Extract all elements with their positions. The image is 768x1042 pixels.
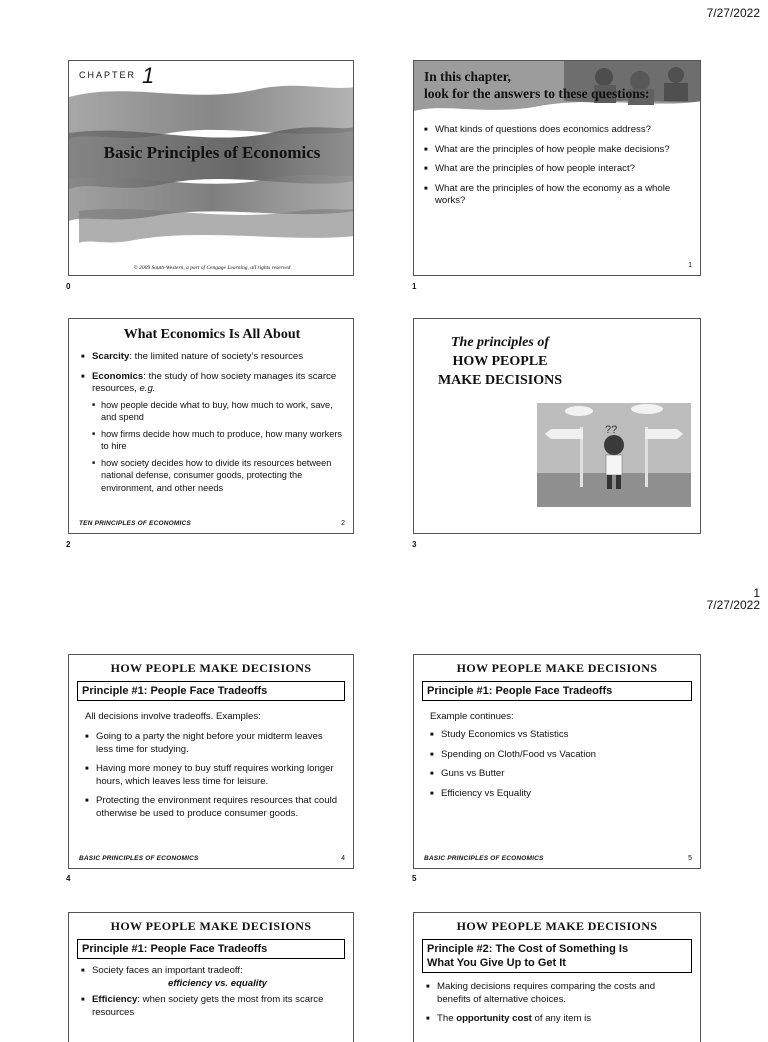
list-item: ■ Protecting the environment requires resources that could otherwise be used to produce consumer goods. — [85, 795, 339, 820]
slide-header: HOW PEOPLE MAKE DECISIONS — [456, 661, 658, 675]
principle-box: Principle #1: People Face Tradeoffs — [77, 939, 345, 959]
page-count: 1 — [753, 586, 760, 600]
slide-caption-4: 4 — [66, 874, 71, 883]
list-item: ■ Guns vs Butter — [430, 768, 684, 781]
list-item — [81, 965, 343, 990]
question-list — [424, 124, 692, 215]
slide-caption-2: 2 — [66, 540, 71, 549]
list-item: ■ Going to a party the night before your midterm leaves less time for studying. — [85, 731, 339, 756]
tradeoff-list — [81, 965, 343, 1026]
list-item — [81, 371, 343, 495]
principle-line-1: Principle #2: The Cost of Something Is — [427, 943, 629, 955]
efficiency-definition: : when society gets the most from its scarce resources — [92, 994, 324, 1018]
list-item: ■ Making decisions requires comparing the costs and benefits of alternative choices. — [426, 981, 690, 1006]
slide-title: Basic Principles of Economics — [103, 143, 321, 162]
efficiency-term: Efficiency — [92, 994, 138, 1005]
chapter-number: 1 — [142, 63, 155, 88]
slide-0-title — [68, 60, 354, 276]
list-item: ■ Spending on Cloth/Food vs Vacation — [430, 749, 684, 762]
slide-header: HOW PEOPLE MAKE DECISIONS — [110, 661, 312, 675]
list-item: ■ What are the principles of how people interact? — [424, 163, 692, 176]
slide-page-number: 4 — [341, 855, 345, 862]
principle-box: Principle #1: People Face Tradeoffs — [77, 681, 345, 701]
copyright: © 2009 South-Western, a part of Cengage Learning, all rights reserved — [133, 265, 291, 271]
scarcity-definition: : the limited nature of society’s resources — [129, 351, 304, 362]
slide-caption-1: 1 — [412, 282, 417, 291]
section-line-3: MAKE DECISIONS — [437, 373, 563, 388]
chapter-label: CHAPTER — [79, 70, 137, 80]
slide-header: HOW PEOPLE MAKE DECISIONS — [110, 919, 312, 933]
principle-line-2: What You Give Up to Get It — [427, 957, 566, 969]
list-item: ■ What kinds of questions does economics address? — [424, 124, 692, 137]
list-item: ■ Study Economics vs Statistics — [430, 729, 684, 742]
scarcity-term: Scarcity — [92, 351, 130, 362]
economics-term: Economics — [92, 370, 144, 382]
section-heading — [414, 333, 586, 390]
tradeoff-text: Society faces an important tradeoff: — [92, 965, 243, 976]
principle-box — [422, 939, 692, 973]
eg-text: e.g. — [139, 383, 156, 394]
opportunity-cost-term: opportunity cost — [456, 1013, 532, 1024]
principle-box: Principle #1: People Face Tradeoffs — [422, 681, 692, 701]
slide-footer: BASIC PRINCIPLES OF ECONOMICS — [424, 855, 544, 862]
slide-caption-3: 3 — [412, 540, 417, 549]
list-item — [81, 351, 343, 364]
slide-title: What Economics Is All About — [123, 327, 301, 342]
intro-text: All decisions involve tradeoffs. Examples: — [85, 711, 261, 722]
tradeoff-emphasis: efficiency vs. equality — [167, 977, 267, 989]
slide-1-chapter-questions — [413, 60, 701, 276]
slide-7-opportunity-cost — [413, 912, 701, 1042]
list-item: ■ Efficiency vs Equality — [430, 788, 684, 801]
section-line-2: HOW PEOPLE — [452, 354, 548, 369]
slide-4-tradeoffs — [68, 654, 354, 869]
sub-list-item: ■ how people decide what to buy, how much to work, save, and spend — [92, 399, 343, 424]
ink-wash-background — [69, 61, 354, 276]
page-date: 7/27/2022 — [706, 6, 760, 20]
slide-footer: BASIC PRINCIPLES OF ECONOMICS — [79, 855, 199, 862]
list-item: ■ What are the principles of how people make decisions? — [424, 144, 692, 157]
slide-page-number: 2 — [341, 520, 345, 527]
sub-list-item: ■ how firms decide how much to produce, how many workers to hire — [92, 428, 343, 453]
list-item: ■ Having more money to buy stuff requires working longer hours, which leaves less time for leisure. — [85, 763, 339, 788]
opportunity-cost-suffix: of any item is — [531, 1013, 592, 1024]
slide-caption-0: 0 — [66, 282, 71, 291]
section-line-1: The principles of — [451, 335, 549, 350]
list-item: ■ What are the principles of how the economy as a whole works? — [424, 183, 692, 208]
opportunity-cost-prefix: The — [437, 1013, 457, 1024]
example-list — [430, 729, 684, 807]
sub-list-item: ■ how society decides how to divide its resources between national defense, consumer goods, protecting the environment, and other needs — [92, 457, 343, 495]
sub-list — [92, 399, 343, 495]
list-item — [81, 994, 343, 1019]
intro-text: Example continues: — [430, 711, 514, 722]
cost-list — [426, 981, 690, 1033]
slide-3-section — [413, 318, 701, 534]
slide-page-number: 1 — [688, 262, 692, 269]
header-line-2: look for the answers to these questions: — [424, 86, 650, 101]
slide-caption-5: 5 — [412, 874, 417, 883]
economics-definition: : the study of how society manages its scarce resources, — [92, 370, 337, 394]
definition-list — [81, 351, 343, 498]
page-date: 7/27/2022 — [706, 598, 760, 612]
example-list — [85, 731, 339, 827]
slide-5-tradeoffs-continued — [413, 654, 701, 869]
chapter-header — [424, 68, 650, 102]
crossroads-illustration — [537, 403, 691, 507]
slide-page-number: 5 — [688, 855, 692, 862]
slide-header: HOW PEOPLE MAKE DECISIONS — [456, 919, 658, 933]
slide-footer: TEN PRINCIPLES OF ECONOMICS — [79, 520, 191, 527]
slide-2-economics — [68, 318, 354, 534]
question-marks: ?? — [605, 424, 618, 436]
header-line-1: In this chapter, — [424, 69, 511, 84]
slide-6-efficiency-equality — [68, 912, 354, 1042]
